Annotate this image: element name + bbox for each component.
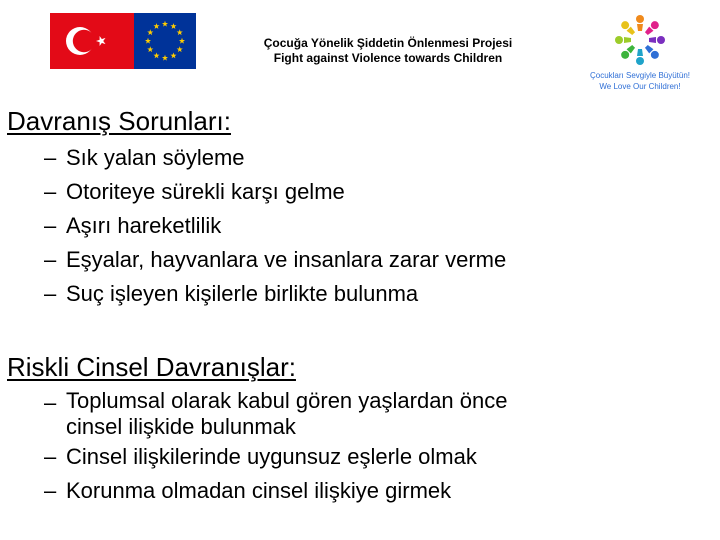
logo-caption [560, 70, 720, 92]
list-item: – Suç işleyen kişilerle birlikte bulunma [44, 281, 419, 306]
section-heading-behavior-problems: Davranış Sorunları: [7, 106, 231, 136]
list-item: – Korunma olmadan cinsel ilişkiye girmek [44, 478, 452, 503]
risky-behaviors-list [44, 388, 507, 508]
eu-flag-icon [134, 13, 196, 69]
list-item: – Cinsel ilişkilerinde uygunsuz eşlerle olmak [44, 444, 477, 469]
list-item: – Sık yalan söyleme [44, 145, 245, 170]
list-item: – Toplumsal olarak kabul gören yaşlardan önce cinsel ilişkide bulunmak [44, 388, 508, 439]
logo-caption-tr: Çocukları Sevgiyle Büyütün! [589, 71, 691, 80]
behavior-problems-list [44, 141, 506, 311]
project-title-tr: Çocuğa Yönelik Şiddetin Önlenmesi Projesi [263, 36, 513, 50]
project-title [200, 36, 576, 66]
turkey-flag-icon [50, 13, 134, 69]
list-item: – Eşyalar, hayvanlara ve insanlara zarar verme [44, 247, 507, 272]
project-title-en: Fight against Violence towards Children [273, 51, 503, 65]
children-circle-logo-icon [612, 12, 668, 68]
list-item: – Aşırı hareketlilik [44, 213, 222, 238]
list-item: – Otoriteye sürekli karşı gelme [44, 179, 345, 204]
section-heading-risky-sexual-behaviors: Riskli Cinsel Davranışlar: [7, 352, 296, 382]
logo-caption-en: We Love Our Children! [599, 82, 681, 91]
